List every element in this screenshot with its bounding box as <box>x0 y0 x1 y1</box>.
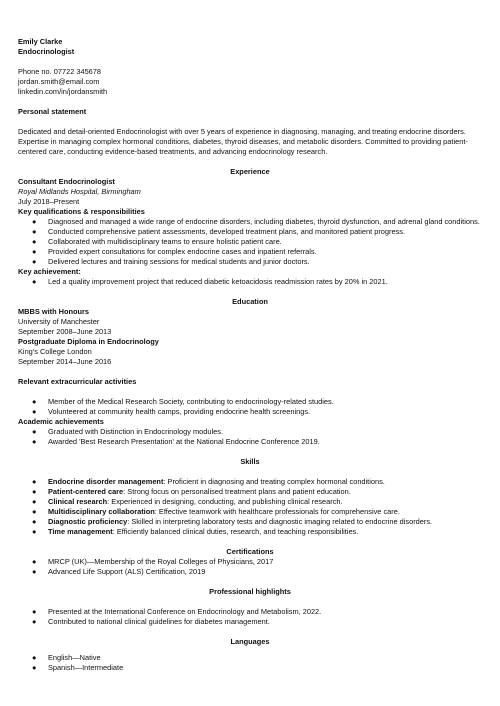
bullet-icon: ● <box>32 517 37 526</box>
bullet-icon: ● <box>32 487 37 496</box>
skill-desc: : Skilled in interpreting laboratory tests and diagnostic imaging related to endocrine disorders. <box>127 517 433 526</box>
bullet-icon: ● <box>32 663 37 672</box>
bullet-icon: ● <box>32 557 37 566</box>
list-item: ● Diagnosed and managed a wide range of endocrine disorders, including diabetes, thyroid dysfunction, and adrenal gland conditions. <box>32 217 480 226</box>
employer: Royal Midlands Hospital, Birmingham <box>18 187 141 196</box>
linkedin-url: linkedin.com/in/jordansmith <box>18 87 108 96</box>
bullet-icon: ● <box>32 407 37 416</box>
education-dates: September 2008–June 2013 <box>18 327 112 336</box>
bullet-icon: ● <box>32 257 37 266</box>
degree-title: Postgraduate Diploma in Endocrinology <box>18 337 159 346</box>
extracurricular-list <box>18 397 482 417</box>
skill-name: Multidisciplinary collaboration <box>48 507 155 516</box>
languages-list <box>18 653 482 673</box>
list-item: ● Member of the Medical Research Society, contributing to endocrinology-related studies. <box>32 397 334 406</box>
list-item <box>18 527 482 537</box>
achievement-heading: Key achievement: <box>18 267 81 276</box>
certifications-list <box>18 557 482 577</box>
degree-title: MBBS with Honours <box>18 307 90 316</box>
list-item: ● Collaborated with multidisciplinary teams to ensure holistic patient care. <box>32 237 282 246</box>
list-item <box>18 517 482 527</box>
academic-achievements-heading: Academic achievements <box>18 417 104 426</box>
bullet-icon: ● <box>32 653 37 662</box>
list-item: ● Led a quality improvement project that reduced diabetic ketoacidosis readmission rates by 20% in 2021. <box>32 277 388 286</box>
skill-name: Endocrine disorder management <box>48 477 164 486</box>
skills-list <box>18 477 482 537</box>
list-item: ● Contributed to national clinical guidelines for diabetes management. <box>32 617 270 626</box>
list-item: ● MRCP (UK)—Membership of the Royal Colleges of Physicians, 2017 <box>32 557 274 566</box>
job-title: Consultant Endocrinologist <box>18 177 115 186</box>
list-item: ● Advanced Life Support (ALS) Certification, 2019 <box>32 567 206 576</box>
school-name: University of Manchester <box>18 317 100 326</box>
certifications-heading: Certifications <box>226 547 274 556</box>
bullet-icon: ● <box>32 437 37 446</box>
list-item: ● Awarded 'Best Research Presentation' at the National Endocrine Conference 2019. <box>32 437 320 446</box>
qualifications-heading: Key qualifications & responsibilities <box>18 207 145 216</box>
school-name: King's College London <box>18 347 92 356</box>
list-item: ● Delivered lectures and training sessions for medical students and junior doctors. <box>32 257 310 266</box>
list-item: ● Conducted comprehensive patient assessments, developed treatment plans, and monitored patient progress. <box>32 227 406 236</box>
skill-desc: : Efficiently balanced clinical duties, research, and teaching responsibilities. <box>112 527 359 536</box>
skill-name: Clinical research <box>48 497 108 506</box>
personal-statement-text: Dedicated and detail-oriented Endocrinologist with over 5 years of experience in diagnosing, managing, and treating endocrine disorders. Expertise in managing complex hormonal conditions, diabetes, thyroid diseases, and metabolic disorders. Committed to providing patient-centered care, conducting evidence-based treatments, and advancing endocrinology research. <box>18 127 468 156</box>
email-address: jordan.smith@email.com <box>18 77 100 86</box>
bullet-icon: ● <box>32 247 37 256</box>
bullet-icon: ● <box>32 277 37 286</box>
bullet-icon: ● <box>32 227 37 236</box>
skills-heading: Skills <box>240 457 260 466</box>
bullet-icon: ● <box>32 427 37 436</box>
skill-desc: : Effective teamwork with healthcare professionals for comprehensive care. <box>154 507 400 516</box>
bullet-icon: ● <box>32 507 37 516</box>
extracurricular-heading: Relevant extracurricular activities <box>18 377 137 386</box>
experience-heading: Experience <box>230 167 270 176</box>
skill-desc: : Experienced in designing, conducting, and publishing clinical research. <box>107 497 343 506</box>
list-item: ● Presented at the International Conference on Endocrinology and Metabolism, 2022. <box>32 607 322 616</box>
list-item <box>18 507 482 517</box>
education-heading: Education <box>232 297 268 306</box>
skill-name: Patient-centered care <box>48 487 124 496</box>
skill-name: Diagnostic proficiency <box>48 517 128 526</box>
phone-number: Phone no. 07722 345678 <box>18 67 102 76</box>
bullet-icon: ● <box>32 567 37 576</box>
personal-statement-heading: Personal statement <box>18 107 87 116</box>
education-dates: September 2014–June 2016 <box>18 357 112 366</box>
candidate-role: Endocrinologist <box>18 47 75 56</box>
bullet-icon: ● <box>32 497 37 506</box>
list-item <box>18 487 482 497</box>
job-dates: July 2018–Present <box>18 197 80 206</box>
skill-desc: : Proficient in diagnosing and treating complex hormonal conditions. <box>163 477 385 486</box>
list-item <box>18 477 482 487</box>
list-item: ● Provided expert consultations for complex endocrine cases and inpatient referrals. <box>32 247 317 256</box>
bullet-icon: ● <box>32 527 37 536</box>
resume-page <box>18 37 482 673</box>
list-item: ● Graduated with Distinction in Endocrinology modules. <box>32 427 224 436</box>
languages-heading: Languages <box>230 637 270 646</box>
bullet-icon: ● <box>32 477 37 486</box>
bullet-icon: ● <box>32 397 37 406</box>
bullet-icon: ● <box>32 617 37 626</box>
highlights-heading: Professional highlights <box>209 587 291 596</box>
responsibilities-list <box>18 217 482 267</box>
list-item: ● Volunteered at community health camps, providing endocrine health screenings. <box>32 407 311 416</box>
academic-list <box>18 427 482 447</box>
bullet-icon: ● <box>32 217 37 226</box>
highlights-list <box>18 607 482 627</box>
bullet-icon: ● <box>32 607 37 616</box>
list-item <box>18 497 482 507</box>
achievements-list <box>18 277 482 287</box>
list-item: ● Spanish—Intermediate <box>32 663 124 672</box>
skill-desc: : Strong focus on personalised treatment plans and patient education. <box>123 487 351 496</box>
list-item: ● English—Native <box>32 653 101 662</box>
bullet-icon: ● <box>32 237 37 246</box>
candidate-name: Emily Clarke <box>18 37 63 46</box>
skill-name: Time management <box>48 527 113 536</box>
